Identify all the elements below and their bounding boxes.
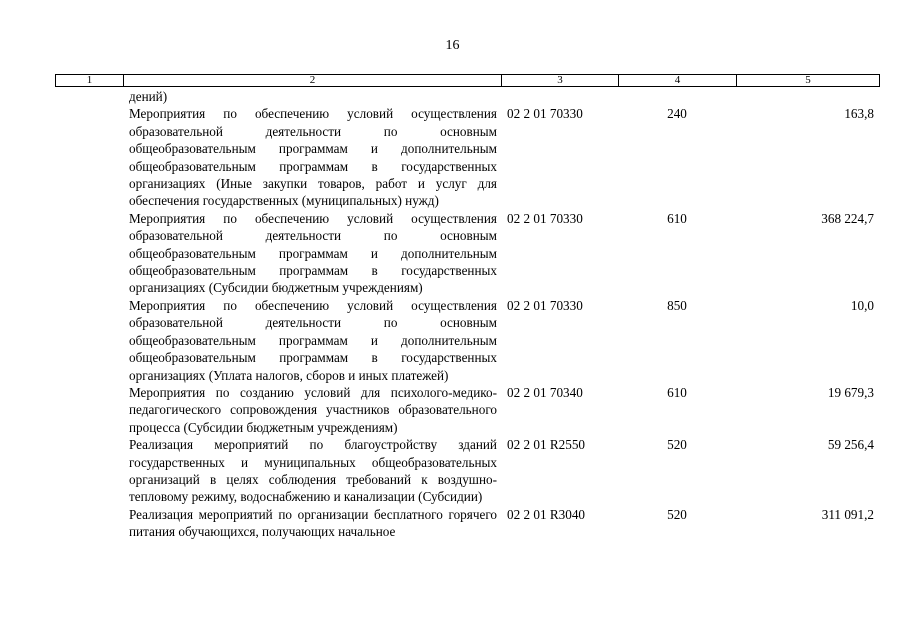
table-row [55,105,879,209]
table-row [55,506,879,541]
target-article-code: 02 2 01 R3040 [507,506,586,522]
table-row [55,210,879,297]
page-number: 16 [445,38,460,53]
budget-table [55,88,879,541]
target-article-code [501,88,618,105]
column-number-5: 5 [737,75,880,87]
column-number-header [55,74,880,87]
expense-type-code: 610 [667,210,687,226]
header-row [56,75,880,87]
table-row [55,88,879,105]
row-index-cell [55,88,123,105]
target-article-code: 02 2 01 70340 [507,384,583,400]
expense-name: Реализация мероприятий по благоустройству зданий государственных и муниципальных общеобразовательных организаций в целях соблюдения требований к воздушно-тепловому режиму, водоснабжению и канализации (Субсидии) [129,437,497,505]
row-index-cell [55,297,123,384]
expense-name: Мероприятия по обеспечению условий осуществления образовательной деятельности по основным общеобразовательным программам и дополнительным общеобразовательным программам в государственных организациях (Субсидии бюджетным учреждениям) [129,210,497,296]
column-number-2: 2 [124,75,502,87]
table-row [55,436,879,506]
expense-name: Реализация мероприятий по организации бесплатного горячего питания обучающихся, получающих начальное [129,506,497,540]
expense-name: Мероприятия по созданию условий для психолого-медико-педагогического сопровождения участников образовательного процесса (Субсидии бюджетным учреждениям) [129,384,497,435]
expense-type-code: 610 [667,384,687,400]
table-row [55,297,879,384]
amount: 311 091,2 [821,506,874,522]
expense-name: Мероприятия по обеспечению условий осуществления образовательной деятельности по основным общеобразовательным программам и дополнительным общеобразовательным программам в государственных организациях (Иные закупки товаров, работ и услуг для обеспечения государственных (муниципальных) нужд) [129,106,497,209]
row-index-cell [55,210,123,297]
row-index-cell [55,506,123,541]
expense-type-code: 850 [667,297,687,313]
expense-type-code [618,88,736,105]
expense-name: дений) [129,89,168,104]
column-number-4: 4 [619,75,737,87]
expense-name: Мероприятия по обеспечению условий осуществления образовательной деятельности по основным общеобразовательным программам и дополнительным общеобразовательным программам в государственных организациях (Уплата налогов, сборов и иных платежей) [129,297,497,383]
target-article-code: 02 2 01 70330 [507,297,583,313]
amount: 163,8 [844,106,874,122]
expense-type-code: 520 [667,437,687,453]
row-index-cell [55,105,123,209]
column-number-3: 3 [502,75,619,87]
target-article-code: 02 2 01 70330 [507,106,583,122]
row-index-cell [55,436,123,506]
expense-type-code: 520 [667,506,687,522]
target-article-code: 02 2 01 R2550 [507,437,586,453]
row-index-cell [55,384,123,436]
column-number-1: 1 [56,75,124,87]
amount: 19 679,3 [827,384,874,400]
target-article-code: 02 2 01 70330 [507,210,583,226]
table-row [55,384,879,436]
amount: 368 224,7 [821,210,874,226]
amount [736,88,879,105]
amount: 10,0 [850,297,874,313]
amount: 59 256,4 [827,437,874,453]
expense-type-code: 240 [667,106,687,122]
